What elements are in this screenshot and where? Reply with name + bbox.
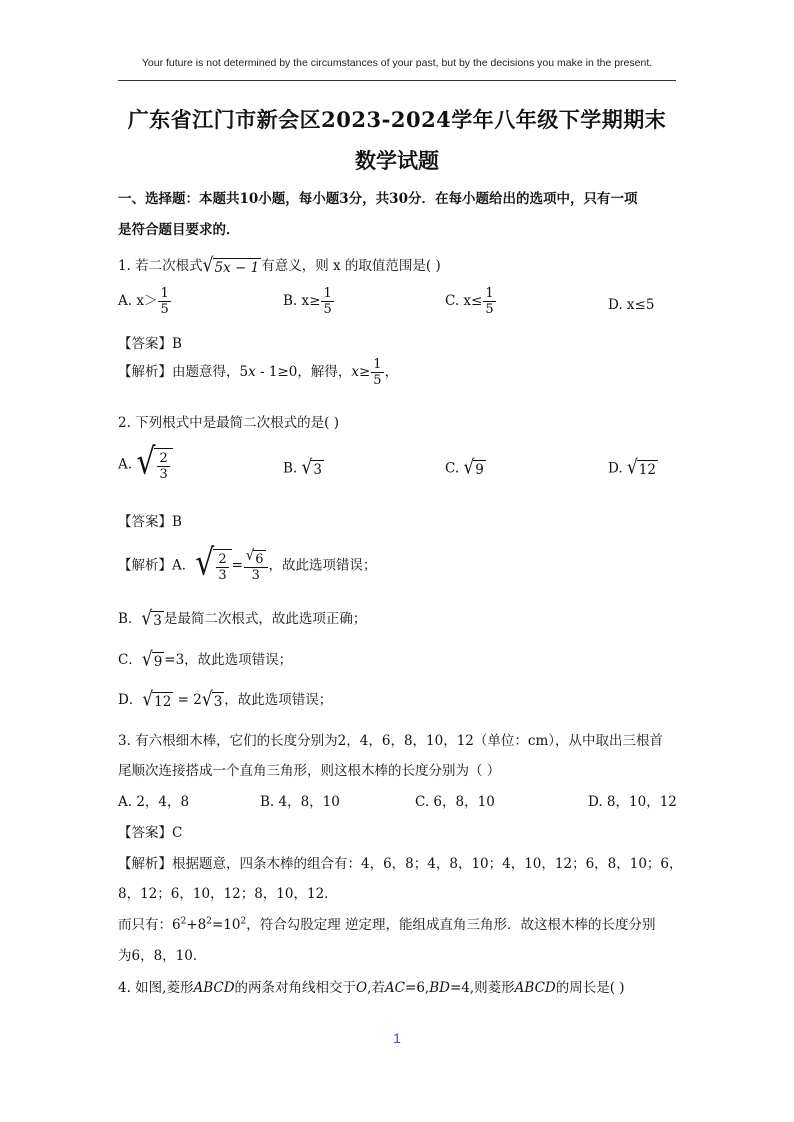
question-1-answer: 【答案】B xyxy=(118,336,182,352)
section-heading: 一、选择题：本题共10小题，每小题3分，共30分．在每小题给出的选项中，只有一项 xyxy=(118,191,638,207)
header-divider xyxy=(118,80,676,81)
question-3-stem: 3. 有六根细木棒，它们的长度分别为2，4，6，8，10，12（单位：cm），从中取出三根首 xyxy=(118,733,663,749)
exam-subtitle: 数学试题 xyxy=(355,148,439,173)
question-3-option-c: C. 6，8，10 xyxy=(415,794,495,810)
question-2-option-d: D. √ 12 xyxy=(608,456,656,480)
question-1-option-d: D. x≤5 xyxy=(608,297,655,313)
section-heading-cont: 是符合题目要求的． xyxy=(118,222,240,238)
question-1-option-a: A. x＞ $\frac{1}{5}$ xyxy=(118,286,169,317)
question-1-stem: 1. 若二次根式 √ 5x − 1 有意义，则 x 的取值范围是( ) xyxy=(118,253,441,277)
question-3-answer: 【答案】C xyxy=(118,825,183,841)
question-2-analysis-a: 【解析】A． √ $\frac{2}{3}$ = √ 6 3 ，故此选项错误； xyxy=(118,542,377,584)
question-3-analysis-cont: 8，12；6，10，12；8，10，12． xyxy=(118,886,338,902)
question-2-analysis-d: D． √ 12 = 2 √ 3 ，故此选项错误； xyxy=(118,687,333,711)
exam-title: 广东省江门市新会区2023-2024学年八年级下学期期末 xyxy=(127,107,667,132)
question-3-option-a: A. 2，4，8 xyxy=(118,794,190,810)
question-3-option-d: D. 8，10，12 xyxy=(588,794,677,810)
question-1-option-c: C. x≤ $\frac{1}{5}$ xyxy=(445,286,494,317)
question-1-analysis: 【解析】由题意得，5x - 1≥0，解得，x≥ $\frac{1}{5}$ ， xyxy=(118,357,399,388)
question-3-stem-cont: 尾顺次连接搭成一个直角三角形，则这根木棒的长度分别为（ ） xyxy=(118,763,501,779)
question-2-analysis-c: C． √ 9 =3，故此选项错误； xyxy=(118,647,293,671)
question-3-option-b: B. 4，8，10 xyxy=(260,794,340,810)
question-3-analysis-end: 为6，8，10． xyxy=(118,948,207,964)
question-3-analysis-pythagoras: 而只有：$6^2+8^2=10^2$，符合勾股定理 逆定理，能组成直角三角形．故这根木棒的长度分别 xyxy=(118,916,656,933)
page-number: 1 xyxy=(393,1030,401,1046)
radical-5x-1: √ 5x − 1 xyxy=(202,253,260,277)
question-2-analysis-b: B． √ 3 是最简二次根式，故此选项正确； xyxy=(118,606,367,630)
question-2-option-c: C. √ 9 xyxy=(445,456,484,480)
question-2-stem: 2. 下列根式中是最简二次根式的是( ) xyxy=(118,415,339,431)
question-4-stem: 4. 如图,菱形ABCD的两条对角线相交于O,若AC=6,BD=4,则菱形ABCD的周长是( ) xyxy=(118,980,625,996)
question-3-analysis: 【解析】根据题意，四条木棒的组合有：4，6，8；4，8，10；4，10，12；6，8，10；6， xyxy=(118,856,683,872)
page-motto: Your future is not determined by the circumstances of your past, but by the decisions you make in the present. xyxy=(141,57,653,69)
radical-2-over-3: √ $\frac{2}{3}$ xyxy=(136,448,172,482)
question-2-answer: 【答案】B xyxy=(118,514,182,530)
question-2-option-b: B. √ 3 xyxy=(283,456,322,480)
question-1-option-b: B. x≥ $\frac{1}{5}$ xyxy=(283,286,332,317)
question-2-option-a: A. √ $\frac{2}{3}$ xyxy=(118,448,173,482)
